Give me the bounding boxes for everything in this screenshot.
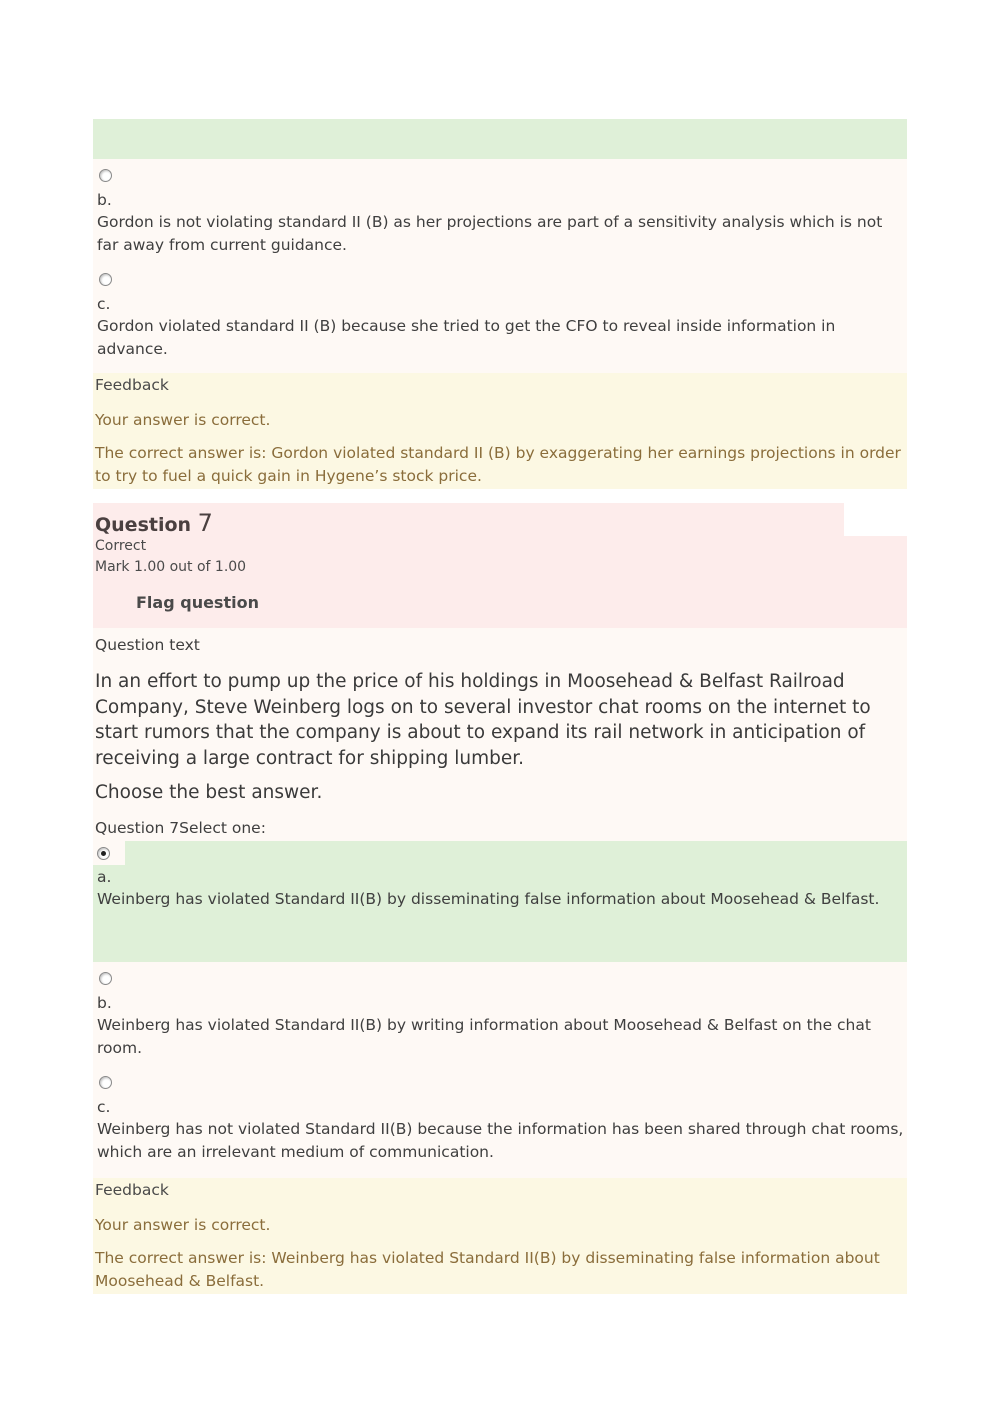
- correct-answer-text: The correct answer is: Gordon violated standard II (B) by exaggerating her earnings projections in order to try to fuel a quick gain in Hygene’s stock price.: [95, 444, 901, 485]
- question-title: Question 7: [95, 509, 213, 537]
- question-body: In an effort to pump up the price of his holdings in Moosehead & Belfast Railroad Company, Steve Weinberg logs on to several investor chat rooms on the internet to start rumors that the company is about to expand its rail network in anticipation of receiving a large contract for shipping lumber.: [95, 671, 871, 769]
- radio-button-checked-icon[interactable]: [97, 847, 110, 860]
- option-b[interactable]: [93, 962, 907, 1066]
- correct-answer-text: The correct answer is: Weinberg has violated Standard II(B) by disseminating false information about Moosehead & Belfast.: [95, 1249, 880, 1290]
- option-letter: c.: [97, 1098, 111, 1116]
- question-text-label: Question text: [95, 636, 200, 654]
- option-letter: a.: [97, 868, 112, 886]
- select-one-label: Question 7Select one:: [95, 819, 266, 837]
- option-a[interactable]: [93, 841, 907, 962]
- option-letter: c.: [97, 295, 111, 313]
- radio-button-icon[interactable]: [99, 1076, 112, 1089]
- option-text: Weinberg has violated Standard II(B) by writing information about Moosehead & Belfast on the chat room.: [97, 1016, 871, 1057]
- radio-button-icon[interactable]: [99, 169, 112, 182]
- radio-button-icon[interactable]: [99, 273, 112, 286]
- answer-options: [93, 962, 907, 1178]
- feedback-title: Feedback: [95, 376, 169, 394]
- feedback-panel: [93, 373, 907, 489]
- option-text: Gordon violated standard II (B) because she tried to get the CFO to reveal inside information in advance.: [97, 317, 836, 358]
- question-title-row: [93, 503, 844, 536]
- feedback-title: Feedback: [95, 1181, 169, 1199]
- option-text: Gordon is not violating standard II (B) as her projections are part of a sensitivity analysis which is not far away from current guidance.: [97, 213, 883, 254]
- option-c[interactable]: [93, 1066, 907, 1178]
- flag-question-button[interactable]: Flag question: [136, 593, 259, 612]
- question-info: [93, 536, 907, 628]
- question-prompt: Choose the best answer.: [95, 782, 323, 803]
- option-text: Weinberg has violated Standard II(B) by disseminating false information about Moosehead & Belfast.: [97, 890, 880, 908]
- feedback-result: Your answer is correct.: [95, 1216, 271, 1234]
- question-mark: Mark 1.00 out of 1.00: [95, 559, 247, 575]
- option-text: Weinberg has not violated Standard II(B) because the information has been shared through chat rooms, which are an irrelevant medium of communication.: [97, 1120, 904, 1161]
- selected-answer-highlight: [93, 119, 907, 159]
- question-status: Correct: [95, 538, 147, 554]
- feedback-result: Your answer is correct.: [95, 411, 271, 429]
- option-letter: b.: [97, 994, 112, 1012]
- feedback-panel: [93, 1178, 907, 1294]
- question-content: [93, 628, 907, 841]
- question-number: 7: [197, 509, 213, 537]
- option-b[interactable]: [93, 159, 907, 263]
- answer-options: [93, 159, 907, 373]
- radio-button-icon[interactable]: [99, 972, 112, 985]
- option-letter: b.: [97, 191, 112, 209]
- option-c[interactable]: [93, 263, 907, 373]
- quiz-review-page: [93, 119, 907, 1294]
